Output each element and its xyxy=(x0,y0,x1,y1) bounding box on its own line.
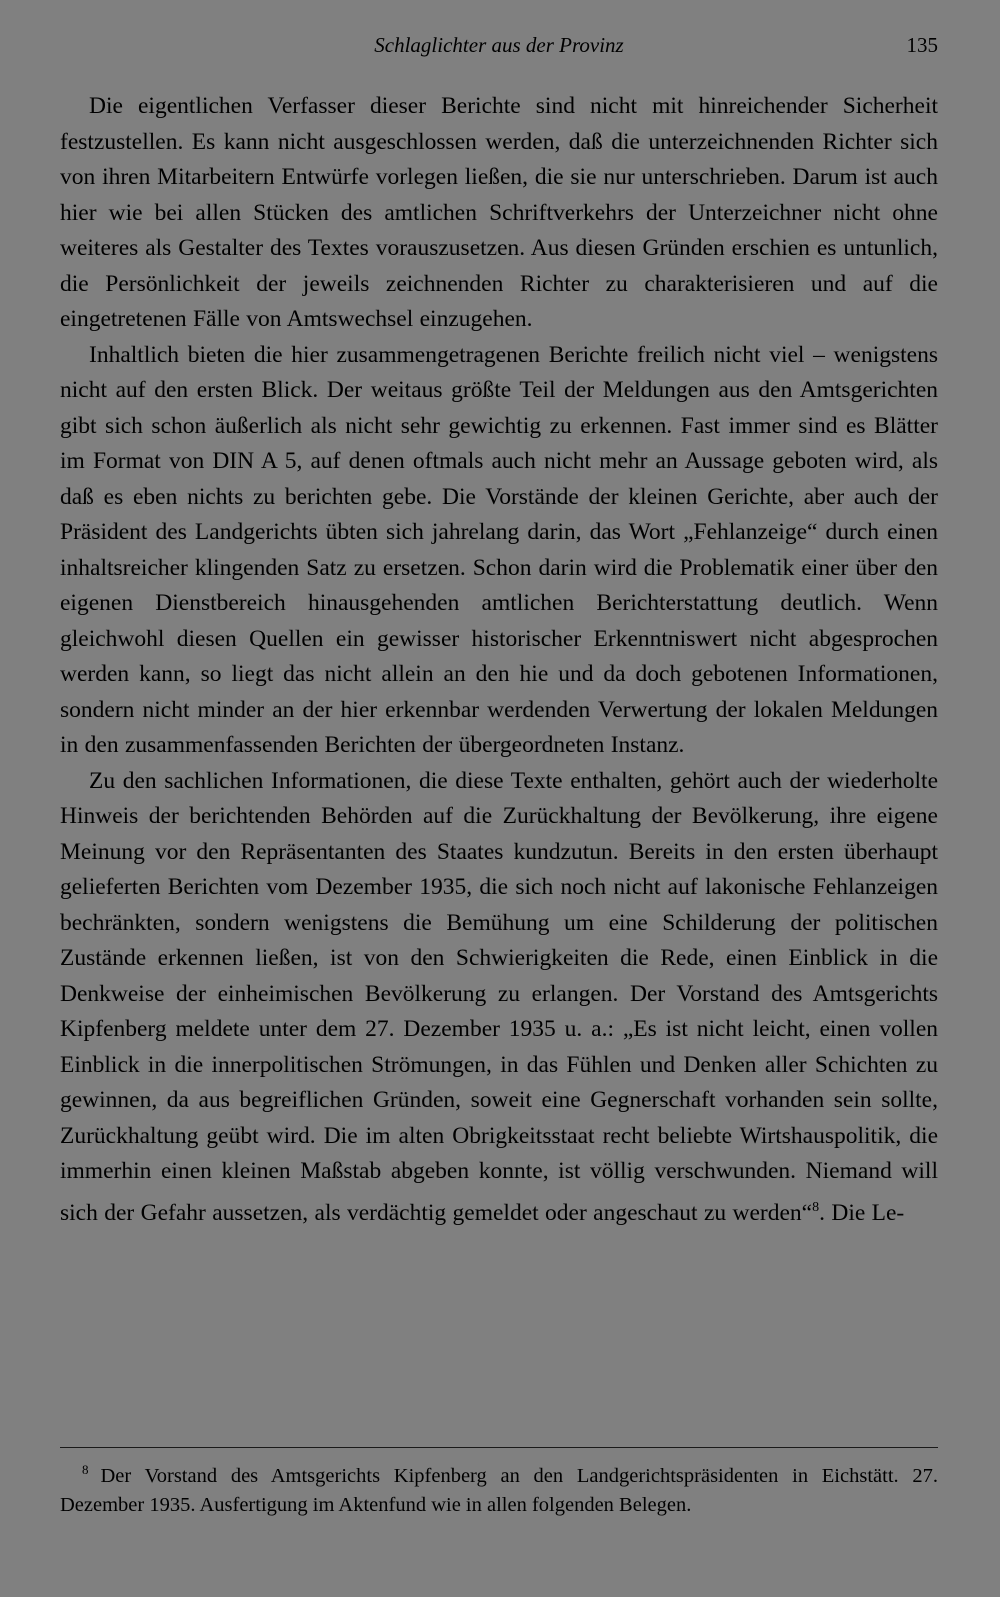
footnote-marker: 8 xyxy=(82,1462,89,1478)
paragraph-continuation: . Die Le- xyxy=(819,1199,905,1226)
book-page xyxy=(60,0,938,1597)
body-text xyxy=(60,89,938,1231)
running-title: Schlaglichter aus der Provinz xyxy=(374,33,624,57)
paragraph: Inhaltlich bieten die hier zusammengetragenen Berichte freilich nicht viel – wenigstens nicht auf den ersten Blick. Der weitaus größte Teil der Meldungen aus den Amtsgerichten gibt sich schon äußerlich als nicht sehr gewichtig zu erkennen. Fast immer sind es Blätter im Format von DIN A 5, auf denen oftmals auch nicht mehr an Aussage geboten wird, als daß es eben nichts zu berichten gebe. Die Vorstände der kleinen Gerichte, aber auch der Präsident des Landgerichts übten sich jahrelang darin, das Wort „Fehlanzeige“ durch einen inhaltsreicher klingenden Satz zu ersetzen. Schon darin wird die Problematik einer über den eigenen Dienstbereich hinausgehenden amtlichen Berichterstattung deutlich. Wenn gleichwohl diesen Quellen ein gewisser historischer Erkenntniswert nicht abgesprochen werden kann, so liegt das nicht allein an den hie und da doch gebotenen Informationen, sondern nicht minder an der hier erkennbar werdenden Verwertung der lokalen Meldungen in den zusammenfassenden Berichten der übergeordneten Instanz. xyxy=(60,341,938,758)
paragraph xyxy=(60,764,938,1231)
footnote-divider xyxy=(60,1447,938,1448)
paragraph-text: Zu den sachlichen Informationen, die diese Texte enthalten, gehört auch der wiederholte Hinweis der berichtenden Behörden auf die Zurückhaltung der Bevölkerung, ihre eigene Meinung vor den Repräsentanten des Staates kundzutun. Bereits in den ersten überhaupt gelieferten Berichten vom Dezember 1935, die sich noch nicht auf lakonische Fehlanzeigen bechränkten, sondern wenigstens die Bemühung um eine Schilderung der politischen Zustände erkennen ließen, ist von den Schwierigkeiten die Rede, einen Einblick in die Denkweise der einheimischen Bevölkerung zu erlangen. Der Vorstand des Amtsgerichts Kipfenberg meldete unter dem 27. Dezember 1935 u. a.: „Es ist nicht leicht, einen vollen Einblick in die innerpolitischen Strömungen, in das Fühlen und Denken aller Schichten zu gewinnen, da aus begreiflichen Gründen, soweit eine Gegnerschaft vorhanden sein sollte, Zurückhaltung geübt wird. Die im alten Obrigkeitsstaat recht beliebte Wirtshauspolitik, die immerhin einen kleinen Maßstab abgeben konnte, ist völlig verschwunden. Niemand will sich der Gefahr aussetzen, als verdächtig gemeldet oder angeschaut zu werden“ xyxy=(60,767,938,1226)
footnote xyxy=(60,1462,938,1520)
paragraph: Die eigentlichen Verfasser dieser Berichte sind nicht mit hinreichender Sicherheit festzustellen. Es kann nicht ausgeschlossen werden, daß die unterzeichnenden Richter sich von ihren Mitarbeitern Entwürfe vorlegen ließen, die sie nur unterschrieben. Darum ist auch hier wie bei allen Stücken des amtlichen Schriftverkehrs der Unterzeichner nicht ohne weiteres als Gestalter des Textes vorauszusetzen. Aus diesen Gründen erschien es untunlich, die Persönlichkeit der jeweils zeichnenden Richter zu charakterisieren und auf die eingetretenen Fälle von Amtswechsel einzugehen. xyxy=(60,93,938,332)
running-head xyxy=(60,30,938,60)
page-number: 135 xyxy=(906,33,938,57)
footnote-reference: 8 xyxy=(812,1199,820,1215)
footnote-text: Der Vorstand des Amtsgerichts Kipfenberg an den Landgerichtspräsidenten in Eichstätt. 27. Dezember 1935. Ausfertigung im Aktenfund wie in allen folgenden Belegen. xyxy=(60,1465,938,1516)
